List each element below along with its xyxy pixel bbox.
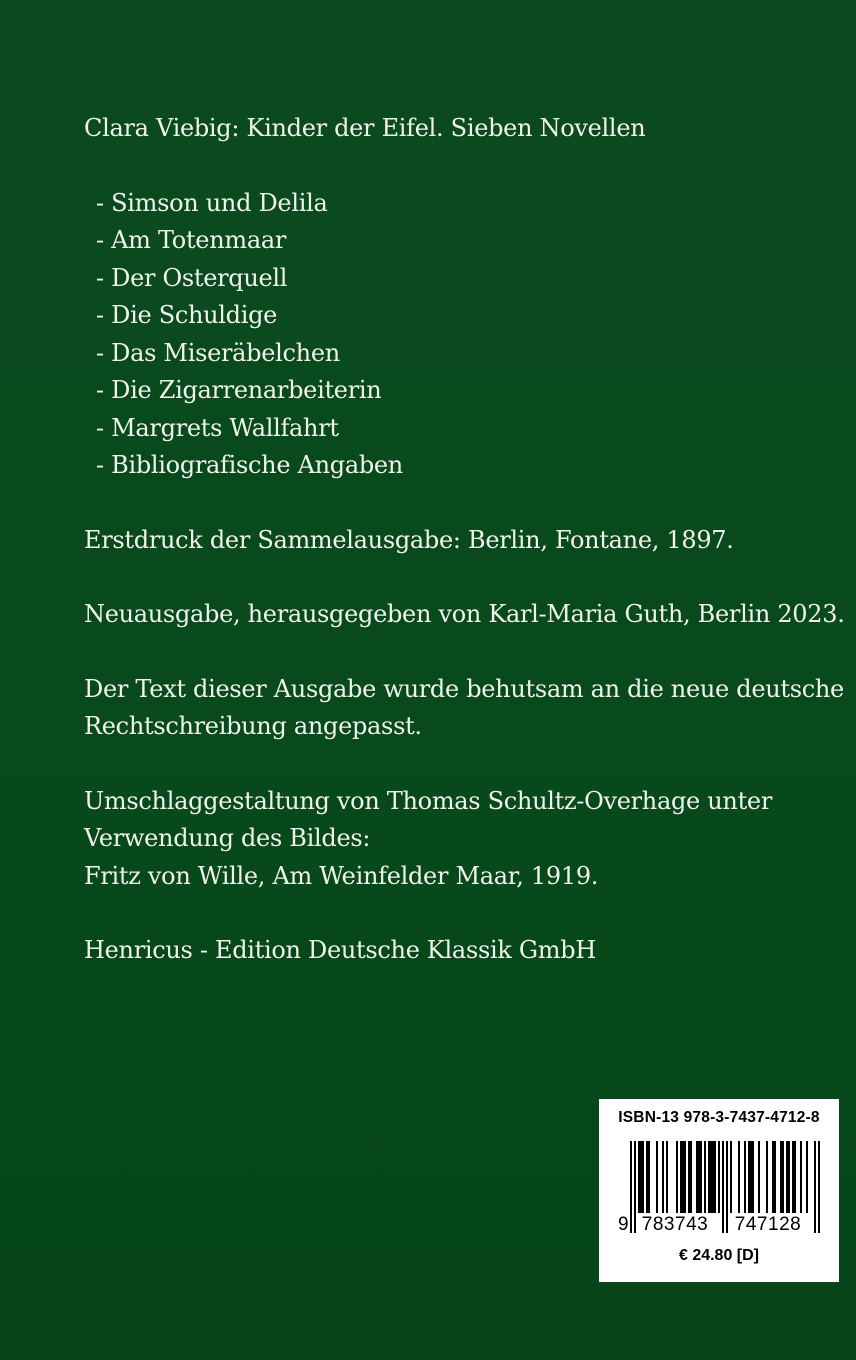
barcode-bar [634,1141,636,1233]
barcode-bar [714,1141,716,1213]
barcode-bar [680,1141,682,1213]
barcode-bar [690,1141,692,1213]
new-edition-note [84,596,845,634]
barcode-bar [800,1141,802,1213]
barcode-bar [640,1141,642,1213]
orthography-line: Rechtschreibung angepasst. [84,712,422,740]
toc-item: - Die Zigarrenarbeiterin [96,376,382,404]
barcode-bar [704,1141,706,1213]
book-title: Clara Viebig: Kinder der Eifel. Sieben Novellen [84,114,646,142]
barcode-bar [718,1141,720,1213]
barcode-bar [788,1141,790,1213]
barcode-bar [656,1141,658,1213]
barcode-bar [818,1141,820,1233]
barcode-bar [722,1141,724,1233]
toc-item: - Bibliografische Angaben [96,451,403,479]
toc-item: - Das Miseräbelchen [96,338,340,367]
barcode-bar [782,1141,784,1213]
barcode-bar [700,1141,702,1213]
table-of-contents [84,185,804,485]
barcode-bar [662,1141,664,1213]
barcode-bar [786,1141,788,1213]
new-edition-line: Neuausgabe, herausgegeben von Karl-Maria Guth, Berlin 2023. [84,600,845,628]
barcode-bar [708,1141,710,1213]
barcode-bar [792,1141,794,1213]
first-print-line: Erstdruck der Sammelausgabe: Berlin, Fontane, 1897. [84,525,734,554]
toc-item: - Am Totenmaar [96,226,287,254]
barcode-bar [726,1141,728,1233]
barcode-bar [696,1141,698,1213]
barcode-bar [666,1141,668,1213]
toc-item: - Simson und Delila [96,188,328,217]
back-cover-text [84,110,845,970]
toc-item: - Margrets Wallfahrt [96,413,339,442]
barcode-bar [750,1141,752,1213]
barcode-bar [758,1141,760,1213]
barcode-digits-left: 783743 [641,1214,709,1235]
barcode-bar [794,1141,796,1213]
toc-item: - Der Osterquell [96,263,288,292]
cover-design-line: Verwendung des Bildes: [84,824,371,852]
isbn-label: ISBN-13 978-3-7437-4712-8 [618,1109,820,1126]
barcode-bar [648,1141,650,1213]
barcode-bar [682,1141,684,1213]
barcode-bar [630,1141,632,1233]
price-label: € 24.80 [D] [678,1247,760,1264]
barcode-bar [684,1141,686,1213]
toc-item: - Die Schuldige [96,301,278,329]
barcode-bar [688,1141,690,1213]
barcode-label [599,1099,839,1282]
barcode-bar [712,1141,714,1213]
orthography-note [84,671,844,746]
barcode-bar [774,1141,776,1213]
barcode-bar [730,1141,732,1213]
barcode-bar [780,1141,782,1213]
barcode-bar [698,1141,700,1213]
barcode-bar [806,1141,808,1213]
cover-design-note [84,783,804,896]
cover-design-line: Fritz von Wille, Am Weinfelder Maar, 1919. [84,861,599,890]
first-print-note [84,522,804,560]
barcode-bar [814,1141,816,1233]
barcode-bar [744,1141,746,1213]
barcode-bar [752,1141,754,1213]
barcode-bar [676,1141,678,1213]
barcode [614,1139,824,1235]
cover-design-line: Umschlaggestaltung von Thomas Schultz-Overhage unter [84,786,773,815]
orthography-line: Der Text dieser Ausgabe wurde behutsam an die neue deutsche [84,674,844,703]
barcode-digit-first: 9 [618,1214,629,1235]
barcode-bar [646,1141,648,1213]
publisher-note [84,932,804,970]
barcode-bar [638,1141,640,1213]
barcode-bar [738,1141,740,1213]
barcode-bar [772,1141,774,1213]
publisher-line: Henricus - Edition Deutsche Klassik GmbH [84,936,596,964]
barcode-bar [710,1141,712,1213]
barcode-bar [642,1141,644,1213]
barcode-bar [748,1141,750,1213]
barcode-digits-right: 747128 [734,1214,802,1235]
barcode-bar [766,1141,768,1213]
